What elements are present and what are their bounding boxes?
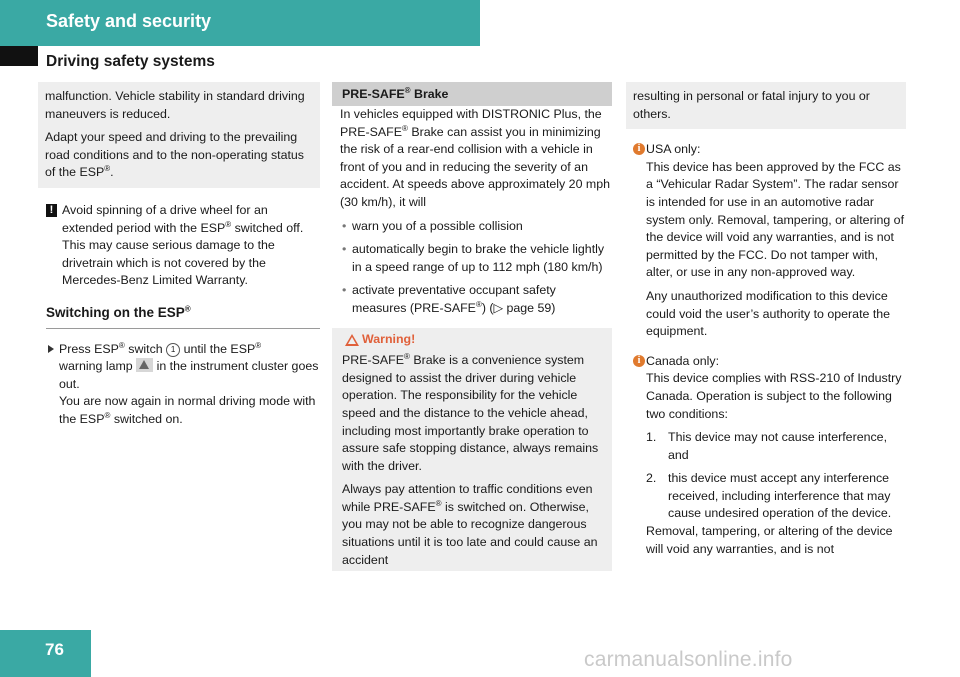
list-item: 1. This device may not cause interference, and bbox=[646, 430, 888, 462]
damage-notice bbox=[38, 202, 320, 290]
section-marker bbox=[0, 46, 38, 66]
list-item: • warn you of a possible collision bbox=[340, 218, 612, 236]
info-icon: i bbox=[633, 355, 645, 367]
note-paragraph: This device complies with RSS-210 of Industry Canada. Operation is subject to the following two conditions: bbox=[646, 371, 902, 421]
warning-paragraph: PRE-SAFE® Brake is a convenience system designed to assist the driver during vehicle operation. The responsibility for the vehicle speed and the distance to the vehicle ahead, including most importantly brake operation to assure safe stopping distance, always remains with the driver. bbox=[342, 352, 599, 473]
warning-box bbox=[332, 328, 612, 572]
notice-text: Avoid spinning of a drive wheel for an extended period with the ESP® switched off. This may cause serious damage to the drivetrain which is not covered by the Mercedes-Benz Limited Warranty. bbox=[62, 202, 304, 288]
column-left bbox=[38, 82, 320, 429]
column-middle bbox=[332, 82, 612, 571]
note-paragraph: This device has been approved by the FCC as a “Vehicular Radar System”. The radar sensor is intended for use in an automotive radar system only. Removal, tampering, or altering of the device will void any warranties, and is not permitted by the FCC. Do not tamper with, alter, or use in any non-approved way. bbox=[646, 159, 905, 280]
note-paragraph: Removal, tampering, or altering of the device will void any warranties, and is not bbox=[646, 524, 893, 556]
pre-safe-brake-heading: PRE-SAFE® Brake bbox=[332, 82, 612, 106]
exclamation-icon: ! bbox=[46, 204, 57, 217]
subheading: Switching on the ESP® bbox=[46, 304, 320, 329]
list-item: • activate preventative occupant safety measures (PRE-SAFE®) (▷ page 59) bbox=[340, 282, 612, 317]
intro-paragraph: In vehicles equipped with DISTRONIC Plus, the PRE-SAFE® Brake can assist you in minimizing the risk of a rear-end collision with a vehicle in front of you and in reducing the severity of an accident. At speeds above approximately 20 mph (30 km/h), it will bbox=[340, 107, 611, 209]
box-paragraph: malfunction. Vehicle stability in standard driving maneuvers is reduced. bbox=[45, 89, 305, 121]
instruction-step: Press ESP® switch 1 until the ESP® warning lamp in the instrument cluster goes out. You are now again in normal driving mode with the ESP® switched on. bbox=[46, 341, 320, 429]
feature-list bbox=[332, 218, 612, 318]
box-paragraph: Adapt your speed and driving to the prevailing road conditions and to the non-operating status of the ESP®. bbox=[45, 130, 305, 180]
section-title: Driving safety systems bbox=[46, 53, 215, 70]
step-arrow-icon bbox=[48, 345, 54, 353]
list-item: 2. this device must accept any interference received, including interference that may cause undesired operation of the device. bbox=[646, 471, 892, 521]
continued-warning-box bbox=[38, 82, 320, 188]
circled-number-icon: 1 bbox=[166, 343, 180, 357]
box-paragraph: resulting in personal or fatal injury to you or others. bbox=[633, 89, 870, 121]
continued-warning-box bbox=[626, 82, 906, 129]
warning-title: Warning! bbox=[342, 331, 606, 349]
info-icon: i bbox=[633, 143, 645, 155]
warning-paragraph: Always pay attention to traffic conditions even while PRE-SAFE® is switched on. Otherwise, you may not be able to recognize dangerous situations until it is too late and could cause an accident bbox=[342, 482, 598, 567]
note-heading: USA only: bbox=[646, 142, 701, 157]
chapter-header bbox=[0, 0, 480, 46]
chapter-title: Safety and security bbox=[46, 11, 212, 31]
esp-warning-lamp-icon bbox=[136, 358, 153, 372]
watermark: carmanualsonline.info bbox=[584, 648, 793, 671]
warning-triangle-icon bbox=[345, 334, 359, 346]
usa-info-note bbox=[626, 141, 906, 341]
page-number-badge bbox=[0, 630, 91, 677]
note-heading: Canada only: bbox=[646, 353, 720, 368]
conditions-list bbox=[646, 429, 904, 523]
list-item: • automatically begin to brake the vehicle lightly in a speed range of up to 112 mph (180 km/h) bbox=[340, 241, 612, 276]
canada-info-note bbox=[626, 353, 906, 559]
column-right bbox=[626, 82, 906, 558]
page-number: 76 bbox=[45, 640, 64, 659]
note-paragraph: Any unauthorized modification to this device could void the user’s authority to operate the equipment. bbox=[646, 288, 891, 339]
